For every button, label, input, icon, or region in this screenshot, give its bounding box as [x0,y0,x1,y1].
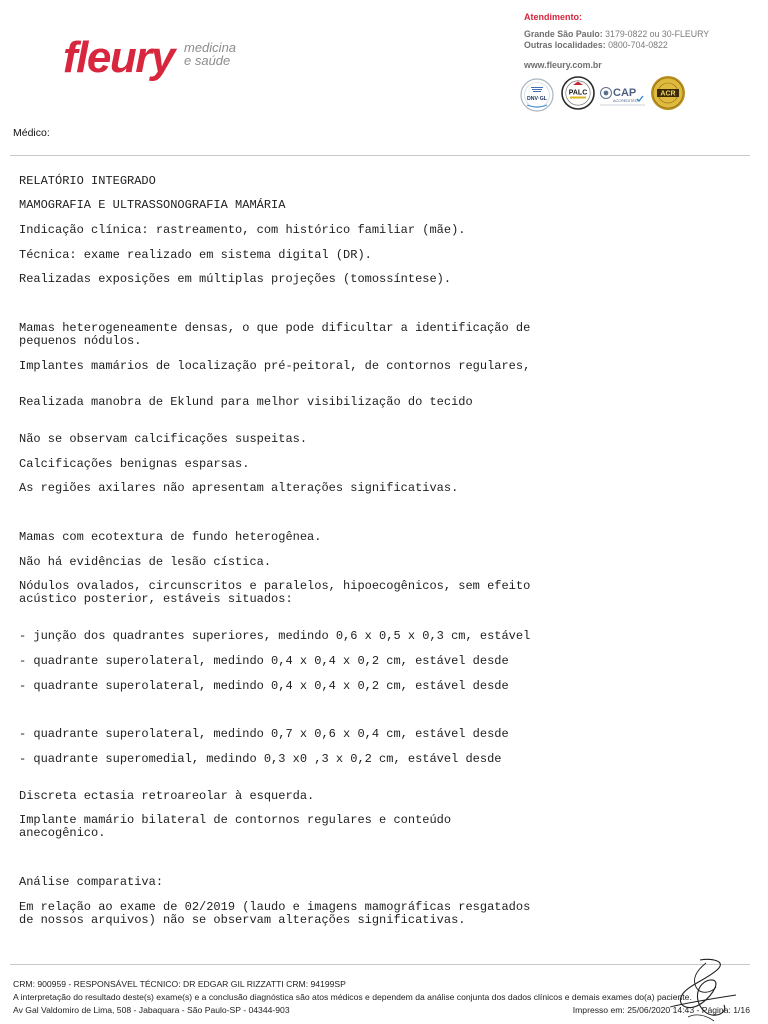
cap-emblem-center [604,91,609,96]
signature-stroke [680,959,724,1015]
finding-paragraph: Calcificações benignas esparsas. [19,456,250,471]
contact-phone-other [524,40,668,51]
badge-ring [521,79,553,111]
cap-accredited-badge [600,87,645,105]
nodule-item: - quadrante superolateral, medindo 0,7 x 0,6 x 0,4 cm, estável desde [19,727,509,742]
accreditation-badges [518,76,688,112]
logo-wordmark: fleury [63,33,174,82]
footer-divider [10,964,750,965]
doctor-label: Médico: [13,127,50,139]
logo-tagline-line1: medicina [184,39,237,55]
report-header-section [19,175,749,287]
nodule-item: - quadrante superomedial, medindo 0,3 x0 ,3 x 0,2 cm, estável desde [19,751,502,766]
finding-paragraph: Nódulos ovalados, circunscritos e paralelos, hipoecogênicos, sem efeito acústico posterior, estáveis situados: [19,579,531,607]
finding-paragraph: Implante mamário bilateral de contornos regulares e conteúdo anecogênico. [19,813,452,841]
comparative-analysis-text: Em relação ao exame de 02/2019 (laudo e imagens mamográficas resgatados de nossos arquivos) não se observam alterações significativas. [19,899,531,927]
dnv-gl-badge [521,79,553,111]
palc-text: PALC [568,89,588,97]
footer-disclaimer: A interpretação do resultado deste(s) exame(s) e a conclusão diagnóstica são atos médicos e dependem da análise conjunta dos dados clínicos e demais exames do(a) paciente. [13,992,692,1002]
finding-paragraph: Mamas com ecotextura de fundo heterogênea. [19,530,322,545]
finding-paragraph: Não há evidências de lesão cística. [19,554,272,569]
logo-tagline-line2: e saúde [184,52,231,68]
nodule-item: - junção dos quadrantes superiores, medindo 0,6 x 0,5 x 0,3 cm, estável [19,629,531,644]
exposures: Realizadas exposições em múltiplas projeções (tomossíntese). [19,272,452,287]
contact-phone-sao-paulo-number: 3179-0822 ou 30-FLEURY [605,28,710,39]
exam-name: MAMOGRAFIA E ULTRASSONOGRAFIA MAMÁRIA [19,198,286,213]
contact-phone-other-number: 0800-704-0822 [608,39,668,50]
header-divider [10,155,750,156]
nodule-item: - quadrante superolateral, medindo 0,4 x 0,4 x 0,2 cm, estável desde [19,653,509,668]
footer-printed-info: Impresso em: 25/06/2020 14:43 - Página: 1/16 [572,1005,750,1015]
contact-phone-sao-paulo [524,29,709,40]
contact-phone-sao-paulo-label: Grande São Paulo: [524,28,603,39]
dnv-gl-text: DNV·GL [527,96,547,102]
comparative-analysis [19,852,749,927]
website-link[interactable]: www.fleury.com.br [524,59,602,70]
report-title: RELATÓRIO INTEGRADO [19,173,156,188]
acr-badge [651,76,685,110]
ultrasound-findings [19,507,749,840]
check-icon [637,96,643,101]
comparative-analysis-heading: Análise comparativa: [19,874,164,889]
signature-stroke [670,995,736,1007]
contact-title: Atendimento: [524,11,582,22]
footer-crm-line: CRM: 900959 - RESPONSÁVEL TÉCNICO: DR EDGAR GIL RIZZATTI CRM: 94199SP [13,979,346,989]
finding-paragraph: Realizada manobra de Eklund para melhor visibilização do tecido [19,395,473,410]
finding-paragraph: Discreta ectasia retroareolar à esquerda. [19,788,315,803]
clinical-indication: Indicação clínica: rastreamento, com histórico familiar (mãe). [19,222,466,237]
finding-paragraph: As regiões axilares não apresentam alterações significativas. [19,481,459,496]
badge-band [570,97,586,99]
finding-paragraph: Não se observam calcificações suspeitas. [19,432,308,446]
mammography-findings [19,298,749,495]
finding-paragraph: Mamas heterogeneamente densas, o que pode dificultar a identificação de pequenos nódulos. [19,320,531,348]
signature [668,957,738,1023]
acr-text: ACR [660,90,676,98]
cap-text: CAP [613,87,637,99]
signature-stroke [688,1015,714,1021]
report-body [19,175,749,939]
technique: Técnica: exame realizado em sistema digital (DR). [19,247,372,262]
palc-badge [562,77,594,109]
finding-paragraph: Implantes mamários de localização pré-peitoral, de contornos regulares, [19,358,531,373]
footer-address: Av Gal Valdomiro de Lima, 508 - Jabaquara - São Paulo-SP - 04344-903 [13,1005,290,1015]
contact-info [524,0,754,72]
nodule-item: - quadrante superolateral, medindo 0,4 x 0,4 x 0,2 cm, estável desde [19,678,509,693]
cap-accredited-text: ACCREDITED [613,99,638,103]
contact-phone-other-label: Outras localidades: [524,39,606,50]
